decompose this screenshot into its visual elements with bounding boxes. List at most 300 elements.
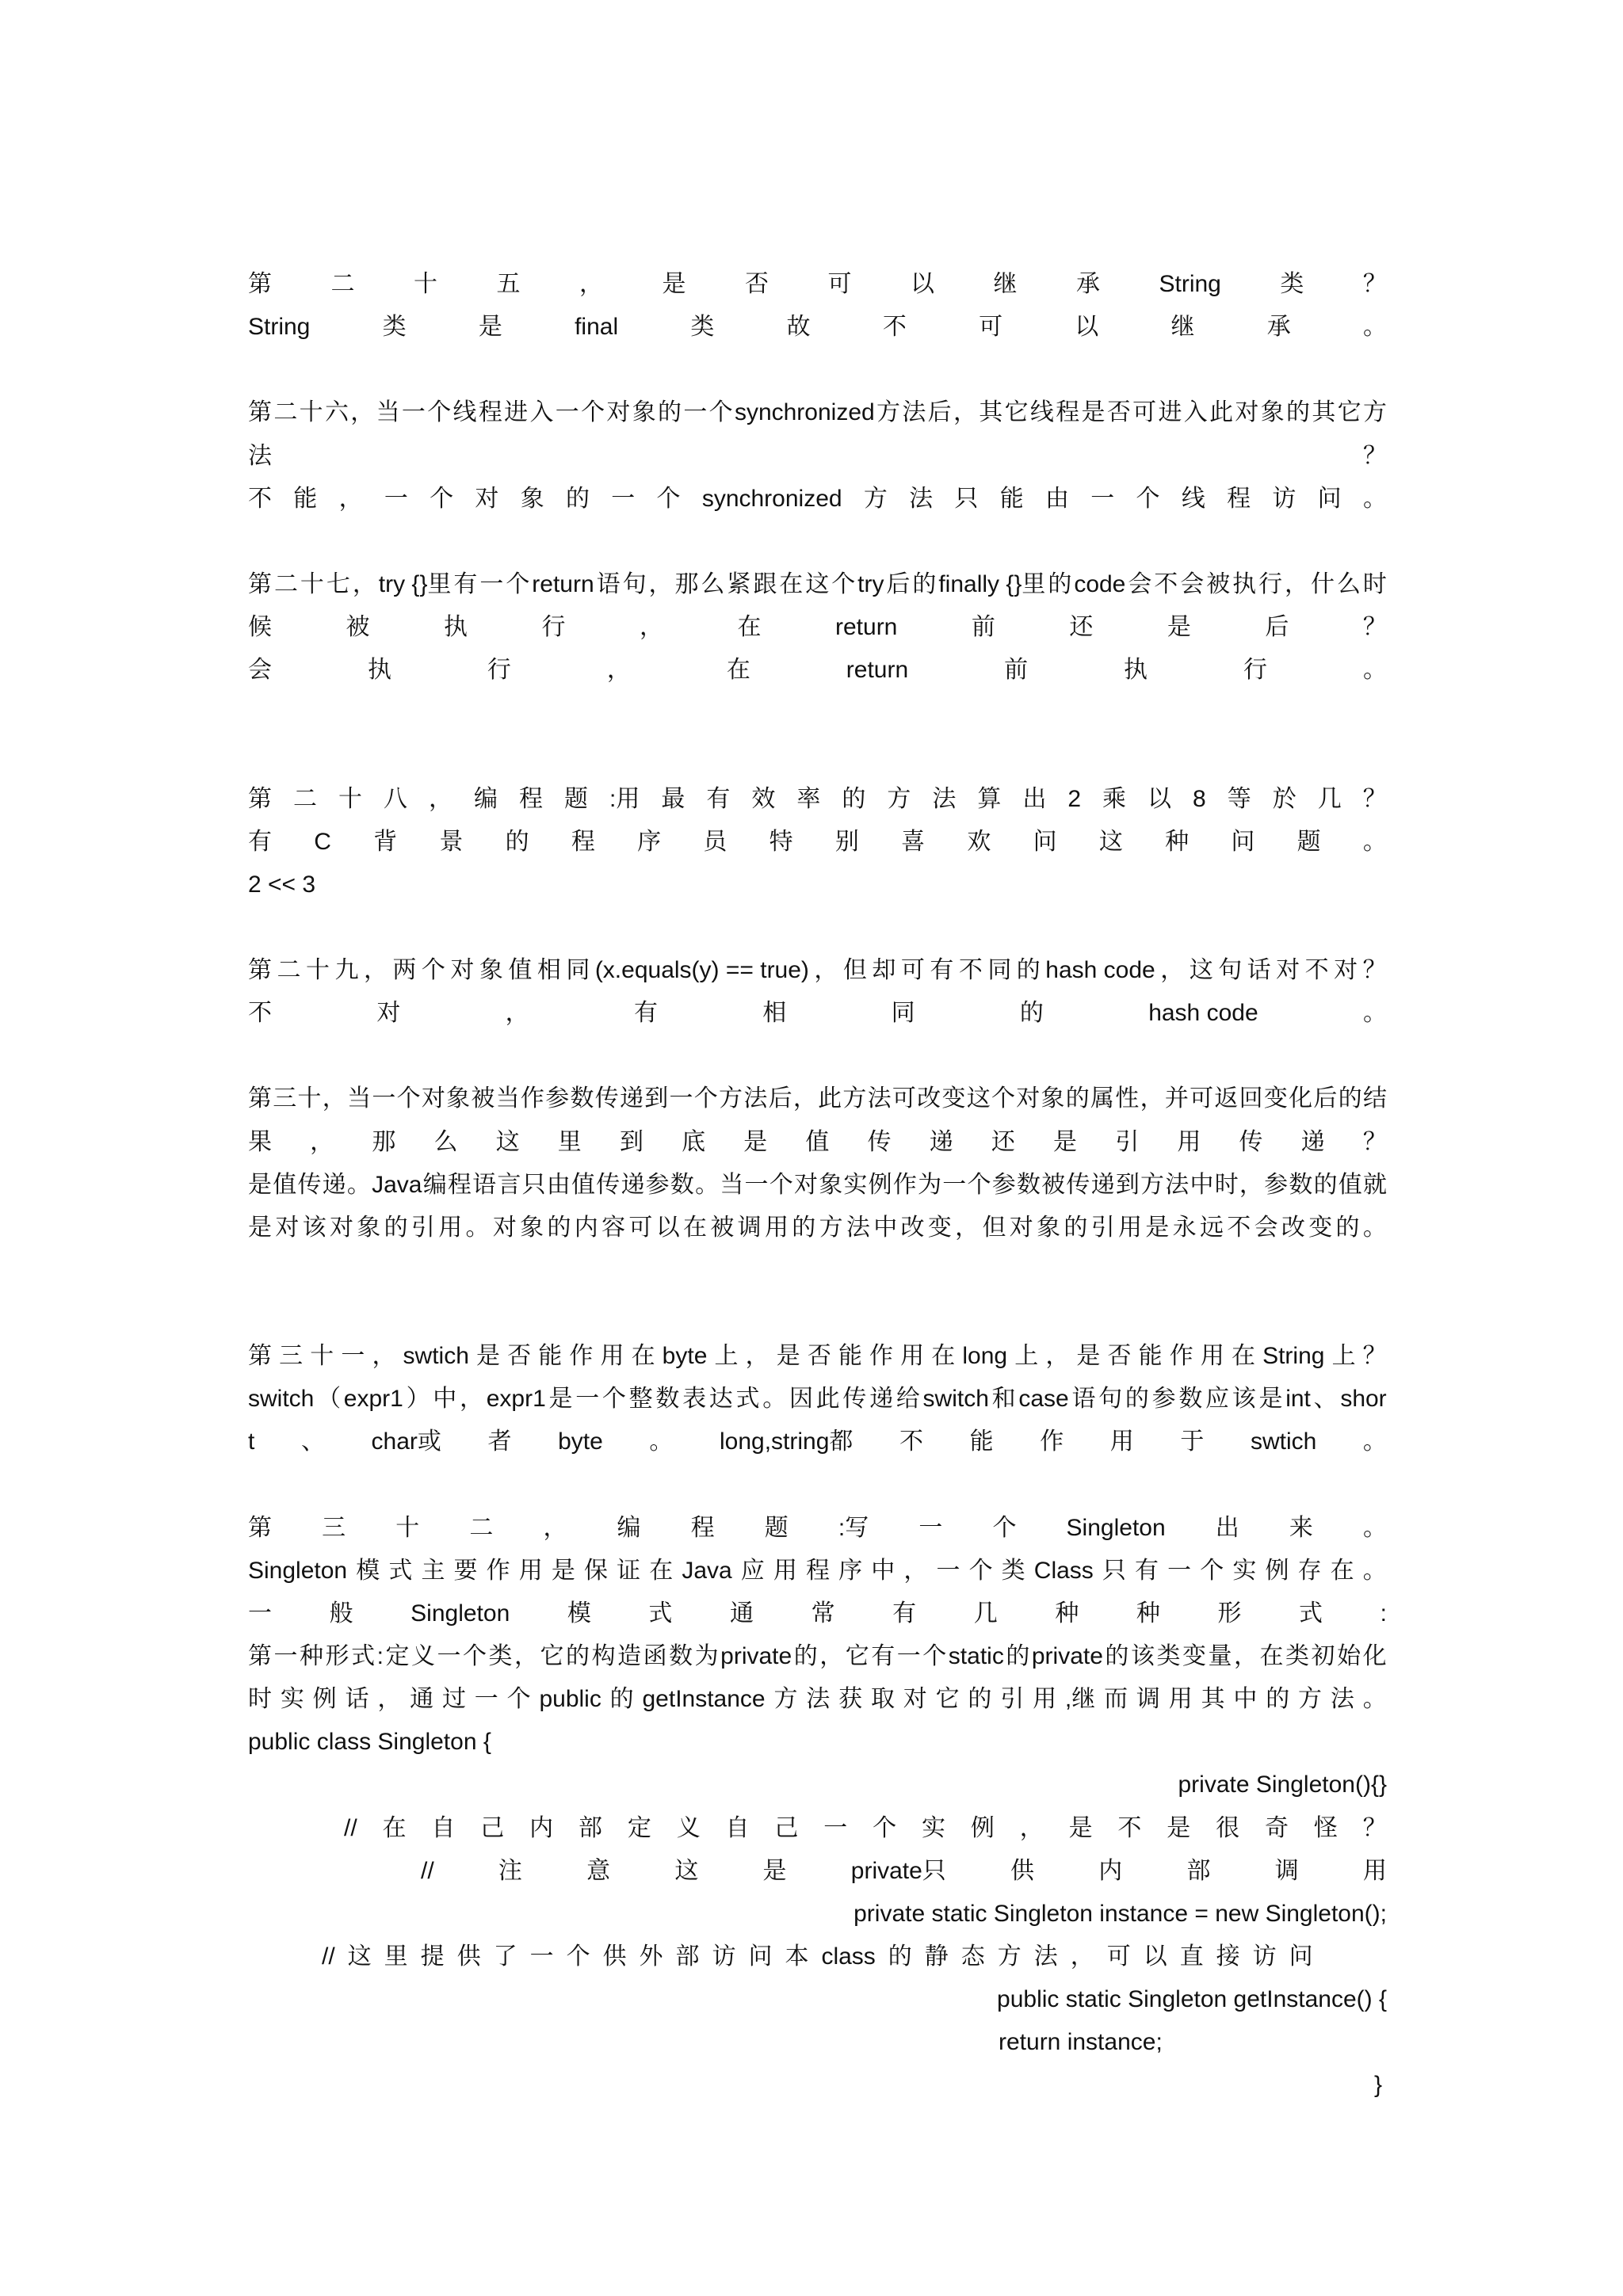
line-token: 式 [648,1600,673,1627]
line-token: 是 [551,1557,575,1584]
line-token: 种 [1165,828,1190,855]
line-token: 了 [493,1943,517,1970]
line-token: 改 [900,1214,925,1241]
line-token: 有 [1135,1557,1159,1584]
line-token: 里 [557,1128,582,1155]
line-token: 法 [846,1214,870,1241]
line-token: 访 [712,1943,736,1970]
line-token: 类 [1280,271,1304,297]
line-token: 会 [1254,1214,1278,1241]
line-token: 中 [1233,1686,1258,1713]
line-token: expr1 [486,1386,546,1413]
line-token: 一 [669,1085,693,1112]
line-token: 十 [395,1514,420,1541]
line-token: 入 [529,399,554,426]
line-token: 可 [1132,399,1157,426]
line-token: 题 [764,1514,789,1541]
line-token: 有 [633,1000,658,1027]
line-token: ？ [1362,1814,1387,1841]
line-token: 可 [979,314,1003,341]
line-token: 是 [1076,1343,1101,1370]
line-token: 一 [341,1343,365,1370]
line-token: 二 [469,1514,494,1541]
line-token: 改 [917,1085,941,1112]
line-token: 方 [887,785,911,812]
line-token: 个 [967,1171,991,1198]
answer-line [248,649,1387,692]
line-token: hash code [1045,957,1155,983]
line-token: 注 [498,1857,522,1884]
line-token: 话 [345,1686,369,1713]
line-token: 当 [376,399,400,426]
line-token: 己 [774,1814,799,1841]
line-token: 会 [1128,570,1152,597]
line-token: 的 [658,399,682,426]
line-token: 承 [1266,314,1291,341]
line-token: Class [1033,1557,1094,1584]
line-token: 法 [248,442,272,469]
line-token: 此 [818,1085,842,1112]
item-28 [248,778,1387,906]
line-token: 数 [1016,1171,1041,1198]
line-token: shor [1340,1386,1387,1413]
line-token: 的 [1016,957,1041,983]
line-token: 例 [1265,1557,1289,1584]
line-token: ， [640,614,663,640]
line-token: 线 [1029,399,1054,426]
line-token: 第 [248,957,272,983]
line-token: ， [955,1214,980,1241]
line-token: 员 [703,828,727,855]
line-token: 被 [710,1214,735,1241]
line-token: ， [792,1085,817,1112]
line-token: 线 [1181,485,1205,512]
line-token: 程 [690,1514,715,1541]
line-token: expr1 [343,1386,403,1413]
line-token: 两 [392,957,417,983]
line-token: 欢 [967,828,991,855]
line-token: ， [322,1085,346,1112]
line-token: return [835,614,898,640]
question-line [248,1121,1387,1164]
line-token: 法 [867,1085,892,1112]
line-token: 个 [922,1643,947,1669]
line-token: 对 [1276,957,1300,983]
line-token: 递 [929,1128,953,1155]
line-token: 有 [871,1643,896,1669]
line-token: 值 [1338,1171,1362,1198]
line-token: 中 [1190,1171,1214,1198]
line-token: 应 [740,1557,765,1584]
line-token: 效 [751,785,776,812]
line-token: ， [579,271,603,297]
line-token: 一 [942,1171,967,1198]
line-token: 故 [786,314,811,341]
line-token: 数 [655,1386,680,1413]
line-token: 于 [1180,1428,1205,1455]
line-token: 可 [900,957,925,983]
line-token: 变 [927,1214,952,1241]
line-token: 象 [819,1171,843,1198]
line-token: 行 [1243,657,1267,684]
line-token: 它 [845,1643,869,1669]
line-token: 对 [329,1214,353,1241]
line-token: 法 [902,399,926,426]
line-token: 初 [1311,1643,1335,1669]
line-token: 在 [683,1214,707,1241]
line-token: 只 [521,1171,546,1198]
line-token: 在 [631,1343,655,1370]
line-token: 一 [611,485,636,512]
line-token: 喜 [901,828,926,855]
line-token: 在 [931,1343,956,1370]
line-token: 上 [714,1343,739,1370]
line-token: 跟 [753,570,777,597]
line-token: 一 [529,1943,554,1970]
line-token: 行 [541,614,566,640]
line-token: 本 [785,1943,809,1970]
line-token: 时 [248,1686,272,1713]
line-token: 。 [1362,1000,1387,1027]
line-token: 第 [248,570,272,597]
line-token: 定 [627,1814,651,1841]
line-token: 模 [356,1557,380,1584]
line-token: 很 [1216,1814,1240,1841]
line-token: 一 [384,485,408,512]
line-token: 么 [1336,570,1361,597]
line-token: 供 [456,1943,481,1970]
line-token: 上 [1331,1343,1356,1370]
blank-line [248,1035,1387,1077]
item-25 [248,263,1387,349]
line-token: 式 [1299,1600,1323,1627]
line-token: 参 [1151,1386,1176,1413]
line-token: 的 [888,1943,912,1970]
code-line: private Singleton(){} [1178,1772,1387,1798]
answer-line [248,1678,1387,1721]
line-token: 於 [1272,785,1296,812]
line-token: 传 [1066,1171,1090,1198]
line-token: 否 [807,1343,831,1370]
line-token: 这 [1189,957,1213,983]
line-token: 数 [670,1171,694,1198]
line-token: 给 [896,1386,920,1413]
code-line: return instance; [999,2029,1163,2056]
line-token: ） [406,1386,430,1413]
line-token: // [344,1814,357,1841]
line-token: 题 [1296,828,1321,855]
line-token: 对 [1016,1085,1041,1112]
line-token: 乘 [1102,785,1127,812]
line-token: 前 [971,614,995,640]
line-token: 。 [1362,1686,1387,1713]
line-token: 用 [764,1214,789,1241]
line-token: C [314,828,331,855]
answer-line: 2 << 3 [248,871,316,898]
line-token: 参 [545,1085,570,1112]
item-26 [248,391,1387,520]
line-token: 继 [1170,314,1195,341]
line-token: 接 [1216,1943,1240,1970]
line-token: 不 [1304,957,1329,983]
line-token: public [539,1686,601,1713]
item-29 [248,949,1387,1035]
line-token: 该 [302,1214,327,1241]
question-line [248,606,1387,649]
line-token: 九 [334,957,359,983]
line-token: 值 [805,1128,830,1155]
answer-line [248,1378,1387,1421]
line-token: 远 [1199,1214,1224,1241]
line-token: ？ [1362,785,1387,812]
line-token: 方 [719,1085,743,1112]
line-token: 是 [1167,614,1191,640]
line-token: 序 [838,1557,863,1584]
line-token: 入 [1183,399,1208,426]
question-line [248,391,1387,434]
line-token: 的 [1338,1085,1362,1112]
line-token: 同 [566,957,590,983]
line-token: 中 [871,1557,896,1584]
line-token: 等 [1227,785,1251,812]
line-token: 程 [519,785,543,812]
line-token: 内 [574,1214,598,1241]
line-token: 在 [649,1557,674,1584]
line-token: 作 [892,1171,917,1198]
line-token: 一 [401,399,426,426]
line-token: 访 [1272,485,1296,512]
line-token: final [575,314,619,341]
line-token: 个 [656,485,681,512]
line-token: 该 [1130,1643,1155,1669]
line-token: 造 [617,1643,642,1669]
line-token: Java [372,1171,422,1198]
line-token: 二 [273,399,298,426]
line-token: 是 [476,1343,501,1370]
line-token: 返 [1214,1085,1239,1112]
line-token: 类 [1285,1643,1310,1669]
line-token: 法 [1165,1171,1190,1198]
line-token: 用 [1109,1428,1134,1455]
line-token: ， [372,1343,396,1370]
line-token: 只 [1102,1557,1126,1584]
line-token: 用 [1200,1343,1224,1370]
line-token: 执 [367,657,391,684]
line-token: 个 [708,399,733,426]
line-token: 的 [793,1643,818,1669]
answer-line [248,1207,1387,1249]
line-token: 在 [779,570,804,597]
line-token: 。 [762,1386,787,1413]
line-token: ， [953,399,977,426]
line-token: 能 [1138,1343,1163,1370]
line-token: 程 [571,828,595,855]
line-token: 三 [322,1514,346,1541]
line-token: 程 [1056,399,1080,426]
line-token: 传 [596,1171,621,1198]
line-token: 个 [693,1085,718,1112]
line-token: 一 [248,1600,272,1627]
line-token: 达 [708,1386,733,1413]
line-token: 的 [609,1686,634,1713]
line-token: 其 [979,399,1003,426]
line-token: 获 [838,1686,863,1713]
line-token: 个 [566,1943,590,1970]
line-token: ， [543,1514,567,1541]
line-token: 是 [1258,1386,1283,1413]
line-token: 是 [1167,1814,1191,1841]
line-token: 的 [1006,1643,1030,1669]
line-token: 般 [329,1600,353,1627]
line-token: 通 [730,1600,754,1627]
line-token: 量 [1208,1643,1232,1669]
line-token: 供 [1010,1857,1035,1884]
line-token: 自 [725,1814,750,1841]
line-token: 应 [1205,1386,1230,1413]
question-line [248,778,1387,821]
line-token: 个 [581,399,605,426]
line-token: 象 [357,1214,381,1241]
line-token: 十 [414,271,437,297]
line-token: 到 [1115,1171,1140,1198]
line-token: 不 [1117,1814,1142,1841]
line-token: 不 [882,314,907,341]
line-token: 是 [776,1343,800,1370]
line-token: 化 [1362,1643,1387,1669]
line-token: 己 [480,1814,505,1841]
line-token: 一 [683,399,708,426]
line-token: 其 [1312,399,1336,426]
line-token: switch [248,1386,315,1413]
line-token: 十 [297,1085,322,1112]
line-token: 否 [1106,399,1131,426]
item-30 [248,1077,1387,1249]
line-token: 用 [600,1343,624,1370]
line-token: 对 [475,485,499,512]
line-token: 参 [645,1171,670,1198]
line-token: 者 [487,1428,512,1455]
line-token: 第 [248,271,272,297]
line-token: ， [1239,1171,1263,1198]
line-token: byte [558,1428,603,1455]
line-token: 由 [1044,485,1069,512]
answer-line [248,992,1387,1035]
line-token: ， [606,657,631,684]
question-line [248,563,1387,606]
line-token: 用 [900,1343,925,1370]
line-token: 用 [1168,1686,1193,1713]
blank-line [248,1249,1387,1292]
line-token: 数 [570,1085,594,1112]
line-token: 不 [899,1428,923,1455]
line-token: 二 [273,570,298,597]
line-token: 七 [326,570,350,597]
line-token: 因 [789,1386,813,1413]
line-token: 象 [632,399,656,426]
line-token: 还 [1069,614,1094,640]
line-token: 、 [300,1428,325,1455]
line-token: 。 [1362,1428,1387,1455]
line-token: 为 [694,1643,719,1669]
question-line [248,1077,1387,1120]
line-token: 到 [619,1128,643,1155]
line-token: try [857,570,884,597]
line-token: 法 [806,1686,831,1713]
line-token: 可 [628,1214,653,1241]
line-token: 数 [1178,1386,1203,1413]
line-token: synchronized [734,399,875,426]
line-token: 有 [930,957,954,983]
line-token: 一 [896,1643,921,1669]
line-token: 在 [1330,1557,1354,1584]
line-token: 的 [565,485,590,512]
line-token: static [948,1643,1004,1669]
line-token: 的 [1105,1643,1129,1669]
line-token: 问 [1033,828,1057,855]
line-token: 实 [1232,1557,1257,1584]
line-token: 种 [300,1643,324,1669]
line-token: 个 [992,1514,1017,1541]
line-token: long,string都 [719,1428,854,1455]
line-token: getInstance [642,1686,766,1713]
line-token: 能 [538,1343,563,1370]
line-token: finally {}里 [938,570,1046,597]
line-token: 是 [743,1128,768,1155]
line-token: 的 [792,1214,816,1241]
line-token: 时 [1362,570,1387,597]
line-token: 的 [1048,570,1072,597]
line-token: 。 [1362,485,1387,512]
line-token: 语 [596,570,621,597]
line-token: ， [377,1686,402,1713]
line-token: 别 [834,828,859,855]
line-token: 果 [248,1128,272,1155]
line-token: 式 [388,1557,413,1584]
line-token: 上 [1014,1343,1039,1370]
line-token: 象 [479,957,503,983]
line-token: 不 [1227,1214,1251,1241]
line-token: 用 [1177,1128,1201,1155]
line-token: :用 [609,785,640,812]
line-token: 对 [376,1000,401,1027]
line-token: 的 [566,1643,590,1669]
line-token: 法 [1033,1943,1058,1970]
line-token: 会 [1180,570,1205,597]
line-token: 以 [911,271,934,297]
line-token: 传 [594,1085,619,1112]
line-token: synchronized [701,485,842,512]
line-token: 它 [1337,399,1361,426]
line-token: ， [1285,570,1309,597]
line-token: private只 [850,1857,946,1884]
line-token: 以 [1075,314,1099,341]
line-token: ， [310,1128,334,1155]
line-token: 个 [831,570,856,597]
question-line [248,949,1387,992]
line-token: 在 [382,1814,407,1841]
line-token: 一 [744,1171,769,1198]
line-token: 后 [927,399,952,426]
line-token: 线 [453,399,477,426]
blank-line [248,1464,1387,1507]
answer-line [248,1550,1387,1592]
line-token: 在 [1259,1643,1284,1669]
line-token: 类 [1156,1643,1181,1669]
line-token: 访 [1252,1943,1277,1970]
line-token: 实 [843,1171,868,1198]
line-token: 的 [1266,1686,1290,1713]
line-token: 的 [1064,1214,1088,1241]
